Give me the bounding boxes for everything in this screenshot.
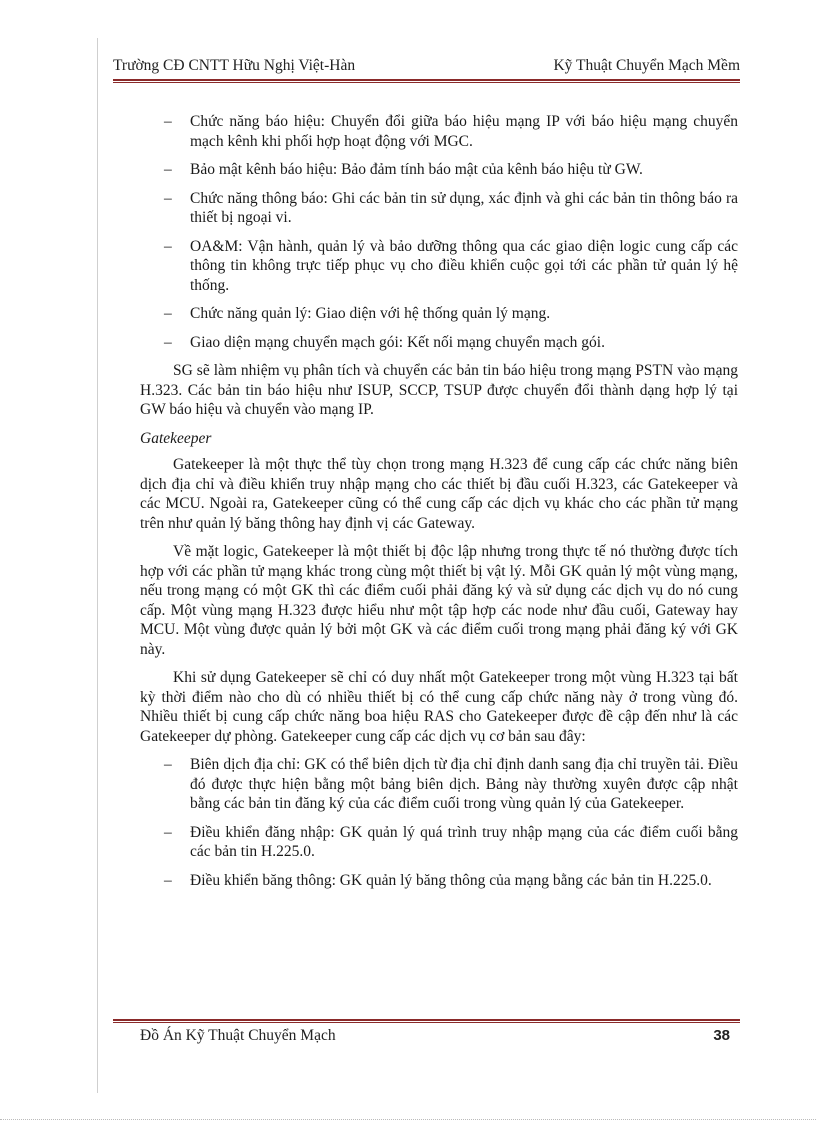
bullet-dash: – [164,189,172,207]
list-item-text: Chức năng báo hiệu: Chuyển đổi giữa báo hiệu mạng IP với báo hiệu mạng chuyển mạch kênh khi phối hợp hoạt động với MGC. [190,113,738,150]
header-school: Trường CĐ CNTT Hữu Nghị Việt-Hàn [113,57,356,74]
list-item-text: Chức năng thông báo: Ghi các bản tin sử dụng, xác định và ghi các bản tin thông báo ra thiết bị ngoại vi. [190,189,738,226]
header-rule [113,79,740,81]
paragraph-gatekeeper-2: Về mặt logic, Gatekeeper là một thiết bị độc lập nhưng trong thực tế nó thường được tích hợp với các phần tử mạng khác trong cùng một thiết bị vật lý. Mỗi GK quản lý một vùng mạng, nếu trong mạng có một GK thì các điểm cuối phải đăng ký và sử dụng các dịch vụ do nó cung cấp. Một vùng mạng H.323 được hiểu như một tập hợp các node như đầu cuối, Gateway hay MCU. Một vùng được quản lý bởi một GK và các điểm cuối trong mạng phải đăng ký với GK này. [140,543,738,658]
list-item [140,871,738,891]
list-item-text: Chức năng quản lý: Giao diện với hệ thống quản lý mạng. [190,305,551,322]
list-item [140,189,738,228]
list-item-text: Điều khiển đăng nhập: GK quản lý quá trình truy nhập mạng của các điểm cuối bằng các bản tin H.225.0. [190,823,738,860]
bullet-dash: – [164,871,172,889]
bullet-dash: – [164,333,172,351]
list-item [140,333,738,353]
footer-rule [113,1019,740,1021]
footer-rule-thin [113,1022,740,1023]
page-number: 38 [713,1027,730,1044]
paragraph-sg: SG sẽ làm nhiệm vụ phân tích và chuyển các bản tin báo hiệu trong mạng PSTN vào mạng H.323. Các bản tin báo hiệu như ISUP, SCCP, TSUP được chuyển đổi thành dạng hợp lý tại GW báo hiệu và chuyển vào mạng IP. [140,362,738,418]
header-rule-thin [113,82,740,83]
section-heading: Gatekeeper [140,429,212,447]
list-item [140,823,738,862]
bullet-dash: – [164,161,172,178]
list-item [140,237,738,296]
paragraph-gatekeeper-3: Khi sử dụng Gatekeeper sẽ chỉ có duy nhất một Gatekeeper trong một vùng H.323 tại bất kỳ thời điểm nào cho dù có nhiều thiết bị có thể cung cấp chức năng này ở trong vùng đó. Nhiều thiết bị cung cấp chức năng boa hiệu RAS cho Gatekeeper được đề cập đến như là các Gatekeeper dự phòng. Gatekeeper cung cấp các dịch vụ cơ bản sau đây: [140,669,738,745]
header-subject: Kỹ Thuật Chuyển Mạch Mềm [553,57,740,74]
page-edge-divider [0,1119,816,1120]
list-item-text: Bảo mật kênh báo hiệu: Bảo đảm tính báo mật của kênh báo hiệu từ GW. [190,161,643,178]
bullet-dash: – [164,113,172,130]
list-item-text: Biên dịch địa chỉ: GK có thể biên dịch từ địa chỉ định danh sang địa chỉ truyền tải. Điều đó được thực hiện bằng một bảng biên dịch. Bảng này thường xuyên được cập nhật bằng các bản tin đăng ký của các điểm cuối trong vùng quản lý của Gatekeeper. [190,756,738,812]
document-body [140,112,738,899]
bullet-dash: – [164,756,172,773]
bullet-dash: – [164,237,172,255]
list-item [140,160,738,180]
list-item-text: OA&M: Vận hành, quản lý và bảo dưỡng thông qua các giao diện logic cung cấp các thông tin không trực tiếp phục vụ cho điều khiển cuộc gọi tới các phần tử quản lý hệ thống. [190,237,738,294]
list-item [140,304,738,324]
page-header [113,57,740,75]
page-footer [140,1027,738,1045]
list-item [140,112,738,151]
paragraph-gatekeeper-1: Gatekeeper là một thực thể tùy chọn trong mạng H.323 để cung cấp các chức năng biên dịch địa chỉ và điều khiển truy nhập mạng cho các thiết bị đầu cuối H.323, các Gatekeeper và các MCU. Ngoài ra, Gatekeeper cũng có thể cung cấp các dịch vụ khác cho các phần tử mạng trên như quản lý băng thông hay định vị các Gateway. [140,456,738,532]
list-item-text: Điều khiển băng thông: GK quản lý băng thông của mạng bằng các bản tin H.225.0. [190,871,712,889]
bullet-dash: – [164,305,172,322]
footer-title: Đồ Án Kỹ Thuật Chuyển Mạch [140,1027,336,1044]
bullet-dash: – [164,823,172,841]
list-item [140,755,738,814]
list-item-text: Giao diện mạng chuyển mạch gói: Kết nối mạng chuyển mạch gói. [190,333,605,351]
